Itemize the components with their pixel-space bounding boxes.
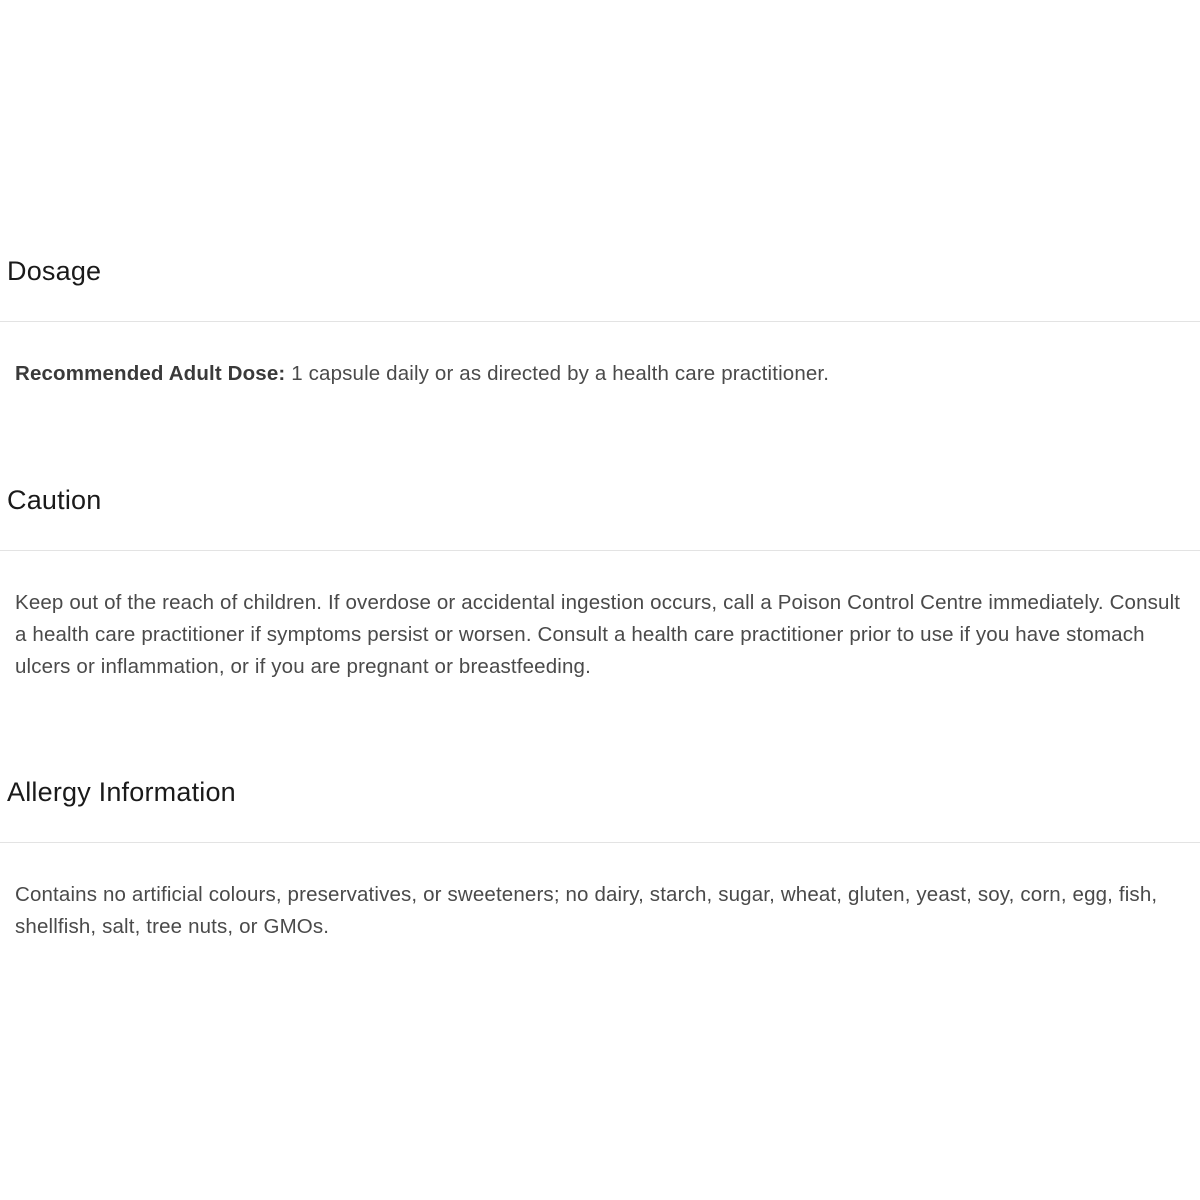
allergy-section: [0, 775, 1200, 938]
caution-section: [0, 483, 1200, 678]
dosage-divider: [0, 321, 1200, 322]
dosage-text: [15, 358, 1195, 390]
allergy-text: Contains no artificial colours, preservatives, or sweeteners; no dairy, starch, sugar, wheat, gluten, yeast, soy, corn, egg, fish, shellfish, salt, tree nuts, or GMOs.: [15, 883, 1158, 938]
caution-heading: Caution: [7, 485, 102, 515]
caution-divider: [0, 550, 1200, 551]
dosage-label: Recommended Adult Dose:: [15, 362, 286, 385]
dosage-heading: Dosage: [7, 256, 102, 286]
dosage-value: 1 capsule daily or as directed by a health care practitioner.: [285, 362, 830, 385]
allergy-heading: Allergy Information: [7, 777, 236, 807]
dosage-section: [0, 254, 1200, 385]
allergy-divider: [0, 842, 1200, 843]
caution-text: Keep out of the reach of children. If overdose or accidental ingestion occurs, call a Poison Control Centre immediately. Consult a health care practitioner if symptoms persist or worsen. Consult a health care practitioner prior to use if you have stomach ulcers or inflammation, or if you are pregnant or breastfeeding.: [15, 591, 1181, 678]
